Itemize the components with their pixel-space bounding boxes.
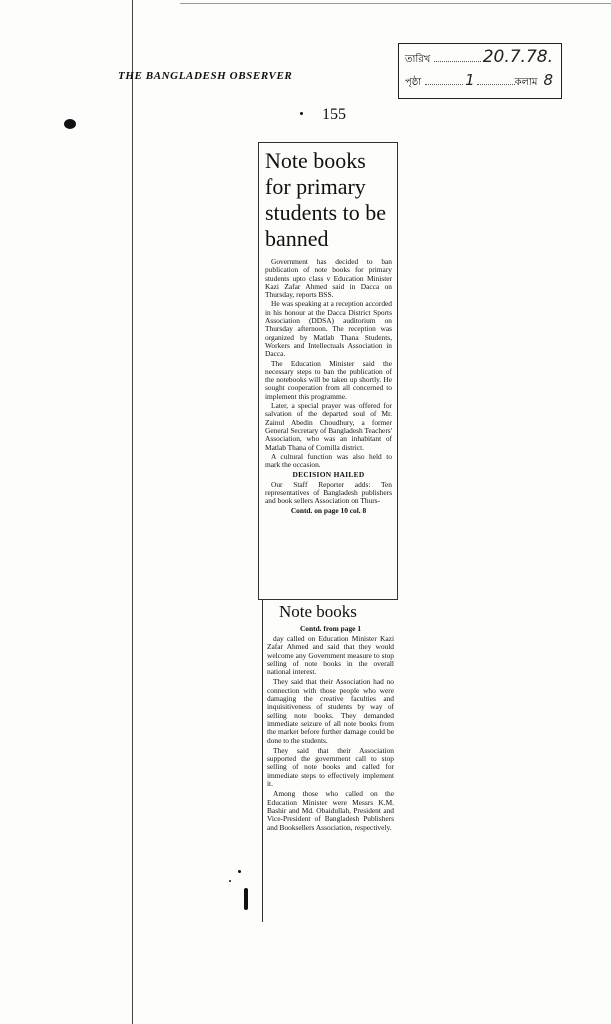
- margin-line: [132, 0, 133, 1024]
- stamp-dots: [434, 49, 480, 62]
- article-paragraph: Our Staff Reporter adds: Ten representatives of Bangladesh publishers and book sellers Association on Thurs-: [265, 479, 392, 506]
- stamp-dots: [425, 72, 463, 85]
- continuation-clipping: [262, 600, 398, 922]
- article-paragraph: Government has decided to ban publication of note books for primary students upto class v Education Minister Kazi Zafar Ahmed said in Dacca on Thursday, reports BSS.: [265, 257, 392, 300]
- continuation-headline: Note books: [279, 602, 357, 621]
- ink-speck: [229, 880, 231, 882]
- continuation-paragraph: Among those who called on the Education Minister were Messrs K.M. Bashir and Md. Obaidullah, President and Vice-President of Bangladesh Publishers and Booksellers Association, respectively.: [267, 789, 394, 832]
- article-paragraph: Later, a special prayer was offered for salvation of the departed soul of Mr. Zainul Abedin Choudhury, a former General Secretary of Bangladesh Teachers' Association, who was an inhabitant of Matlab Thana of Comilla district.: [265, 401, 392, 452]
- stamp-page-label: পৃষ্ঠা: [405, 77, 422, 88]
- article-headline: Note books for primary students to be banned: [265, 148, 386, 251]
- newspaper-masthead: THE BANGLADESH OBSERVER: [118, 70, 293, 82]
- archive-stamp: [398, 43, 562, 99]
- continued-from-note: Contd. from page 1: [299, 624, 362, 633]
- ink-speck: [300, 112, 303, 115]
- stamp-page-row: [405, 71, 555, 95]
- page-number: 155: [322, 106, 346, 123]
- stamp-column-value: 8: [543, 71, 554, 89]
- article-subhead: DECISION HAILED: [292, 470, 365, 480]
- ink-speck: [244, 888, 248, 910]
- continued-note: Contd. on page 10 col. 8: [290, 505, 367, 515]
- article-body: [265, 258, 392, 515]
- stamp-dots: [477, 72, 515, 85]
- continuation-paragraph: They said that their Association had no connection with those people who were damaging the creative faculties and inquisitiveness of students by way of selling note books. They demanded immediate seizure of all note books from the market before further damage could be done to the students.: [267, 677, 394, 745]
- continuation-paragraph: They said that their Association supported the government call to stop selling of note books and called for immediate steps to effectively implement it.: [267, 745, 394, 789]
- article-clipping: [258, 142, 398, 600]
- continuation-paragraph: day called on Education Minister Kazi Zafar Ahmed and said that they would welcome any Government measure to stop selling of note books in the overall national interest.: [267, 634, 394, 677]
- article-paragraph: He was speaking at a reception accorded in his honour at the Dacca District Sports Association (DDSA) auditorium on Thursday afternoon. The reception was organized by Matlab Thana Students, Workers and Intellectuals Association in Dacca.: [265, 299, 392, 359]
- ink-speck: [238, 870, 241, 873]
- stamp-date-value: 20.7.78.: [482, 47, 553, 67]
- continuation-body: [267, 635, 394, 832]
- stamp-date-label: তারিখ: [405, 54, 431, 65]
- ink-speck: [64, 119, 76, 129]
- stamp-date-row: [405, 47, 555, 71]
- article-paragraph: The Education Minister said the necessary steps to ban the publication of the notebooks will be taken up shortly. He sought cooperation from all concerned to implement this programme.: [265, 358, 392, 401]
- article-paragraph: A cultural function was also held to mark the occasion.: [265, 451, 392, 470]
- top-edge-line: [180, 3, 611, 4]
- stamp-column-label: কলাম: [514, 77, 538, 88]
- stamp-page-value: 1: [465, 71, 475, 89]
